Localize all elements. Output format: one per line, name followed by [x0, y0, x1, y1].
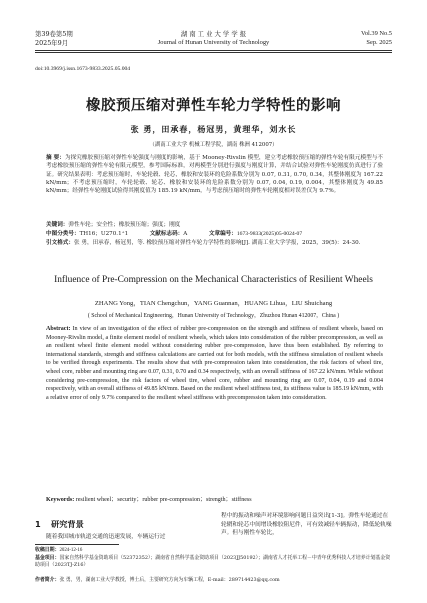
abstract-cn — [46, 154, 383, 195]
footnote-text: 国家自然科学基金资助项目（52372352）；湖南省自然科学基金资助项目（2023JJ50192）；湖南省人才托举工程－中青年优秀科技人才培养计划基金资助项目（2023TJ-Z16） — [35, 555, 391, 569]
footnote-author — [35, 577, 392, 584]
keywords-label-en: Keywords: — [46, 497, 75, 503]
abstract-label-cn: 摘 要： — [46, 155, 65, 161]
footnote-received — [35, 547, 392, 554]
section-number: 1 — [35, 519, 41, 529]
section-title: 研究背景 — [51, 519, 84, 529]
abstract-text-cn: 为探究橡胶预压缩对弹性车轮强度与刚度的影响，基于 Mooney-Rivslin 模型，建立考虑橡胶预压缩的弹性车轮有限元模型与不考虑橡胶预压缩的弹性车轮有限元模型，参考国际标准，对两模型分别进行强度与刚度计算，并结合试验对弹性车轮刚度仿真进行了验证。研究结果表明：考虑预压缩时，车轮轮毂、轮芯，橡胶和安装环的危险系数分别为 0.07, 0.31, 0.70, 0.34，其整体刚度为 167.22 kN/mm；不考虑预压缩时，车轮轮毂、轮芯、橡胶和安装环的危险系数分别为 0.07, 0.04, 0.19, 0.004，其整体刚度为 49.85 kN/mm；经弹性车轮刚度试验得其刚度值为 185.19 kN/mm，与考虑预压缩时的弹性车轮刚度相对误差仅为 9.7%。 — [46, 155, 384, 195]
classification-row — [46, 230, 383, 238]
doc-code-value: A — [183, 231, 188, 237]
header-rule-thin — [35, 52, 392, 53]
footnote-text: 2024-12-16 — [59, 548, 83, 553]
intro-paragraph: 随着我国城市轨道交通的迅速发展，车辆运行过 — [46, 534, 166, 540]
header-right — [361, 30, 392, 47]
affiliation-en: ( School of Mechanical Engineering，Hunan University of Technology，Zhuzhou Hunan 412007，China ) — [87, 313, 340, 319]
date-cn: 2025年9月 — [35, 38, 69, 47]
section-heading — [35, 519, 84, 530]
affiliation-cn: （湖南工业大学 机械工程学院，湖南 株洲 412007） — [149, 142, 278, 148]
abstract-label-en: Abstract: — [46, 326, 71, 332]
abstract-en — [46, 325, 383, 402]
footnote-label: 作者简介： — [35, 577, 60, 583]
header-center — [125, 30, 302, 47]
clc-label: 中图分类号： — [46, 231, 80, 237]
right-column-text: 程中的振动和噪声对环境影响问题日益突出[1-3]。弹性车轮通过在轮辋和轮芯中间增设橡胶阻尼件，可有效减轻车辆振动，降低轮轨噪声。但与刚性车轮比， — [221, 513, 392, 537]
footnote-label: 收稿日期： — [35, 547, 60, 553]
keywords-cn-row — [46, 221, 180, 229]
cite-label: 引文格式： — [46, 240, 74, 246]
article-title-cn: 橡胶预压缩对弹性车轮力学特性的影响 — [86, 98, 341, 114]
doc-code-label: 文献标志码： — [149, 231, 184, 237]
volume-en: Vol.39 No.5 — [361, 30, 392, 37]
article-no-label: 文章编号： — [208, 231, 237, 237]
keywords-en: resilient wheel；security；rubber pre-compression；strength；stiffness — [75, 497, 252, 503]
keywords-en-row — [46, 496, 383, 505]
footnote-label: 基金项目： — [35, 555, 60, 561]
article-title-en: Influence of Pre-Compression on the Mechanical Characteristics of Resilient Wheels — [54, 275, 373, 285]
abstract-text-en: In view of an investigation of the effect of rubber pre-compression on the strength and stiffness of resilient wheels, based on Mooney-Rivslin model, a finite element model of resilient wheels, which takes into consideration of the rubber precompression, as well as an resilient wheel finite element model without considering rubber pre-compression, have thus been established. By referring to international standards, strength and stiffness calculations are carried out for both models, with the stiffness simulation of resilient wheels to be verified through experiments. The results show that with pre-compression taken into consideration, the risk factors of wheel tire, wheel core, rubber and mounting ring are 0.07, 0.31, 0.70 and 0.34 respectively, with an overall stiffness of 167.22 kN/mm. While without considering pre-compression, the risk factors of wheel tire, wheel core, rubber and mounting ring are 0.07, 0.04, 0.19 and 0.004 respectively, with an overall stiffness of 49.85 kN/mm. Based on the resilient wheel stiffness test, its stiffness value is 185.19 kN/mm, with a relative error of only 9.7% compared to the resilient wheel stiffness with precompression taken into consideration. — [46, 326, 383, 401]
citation-row — [46, 239, 383, 247]
footnote-text: 张 勇，男，湖南工业大学教授，博士后，主要研究方向为车辆工程，E-mail：289714423@qq.com — [59, 577, 280, 583]
footnote-rule — [35, 544, 119, 545]
article-no-value: 1673-9833(2025)05-0024-07 — [236, 231, 303, 237]
keywords-label-cn: 关键词： — [46, 222, 69, 228]
doi: doi:10.3969/j.issn.1673-9833.2025.05.004 — [35, 66, 131, 72]
cite-text: 张 勇，田承春，杨冠男，等. 橡胶预压缩对弹性车轮力学特性的影响[J]. 湖南工业大学学报，2025，39(5)：24-30. — [73, 240, 361, 246]
volume-cn: 第39卷第5期 — [35, 30, 73, 38]
clc-value: TH16；U270.1⁺1 — [79, 231, 129, 237]
footnote-funding — [35, 555, 392, 569]
header-left — [35, 30, 73, 47]
keywords-cn: 弹性车轮；安全性；橡胶预压缩；强度；刚度 — [68, 222, 181, 228]
running-header — [35, 30, 392, 54]
header-rule-thick — [35, 50, 392, 51]
journal-name-en: Journal of Hunan University of Technology — [157, 38, 270, 46]
authors-cn: 张 勇，田承春，杨冠男，黄理华，刘水长 — [130, 125, 297, 134]
date-en: Sep. 2025 — [366, 38, 392, 46]
journal-name-cn: 湖 南 工 业 大 学 学 报 — [180, 30, 247, 38]
authors-en: ZHANG Yong，TIAN Chengchun，YANG Guannan，HUANG Lihua，LIU Shuichang — [94, 300, 333, 307]
